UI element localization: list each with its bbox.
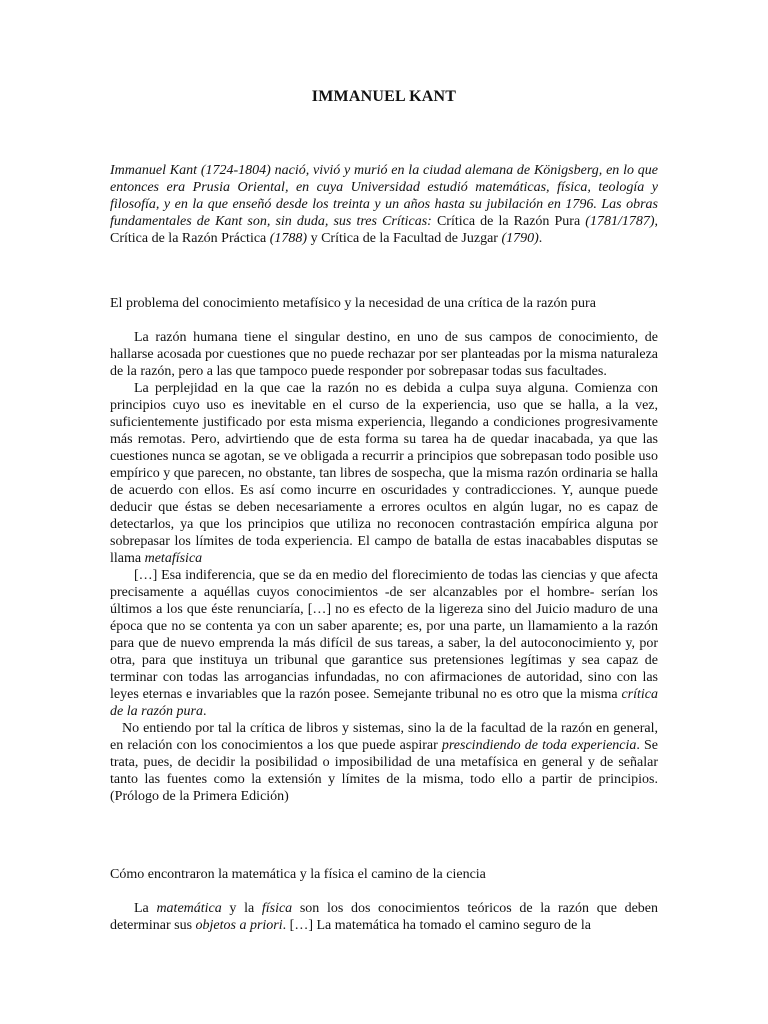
paragraph-text: y la <box>221 901 262 916</box>
emphasis: metafísica <box>144 551 203 566</box>
emphasis: prescindiendo de toda experiencia <box>441 738 637 753</box>
work-title: Crítica de la Razón Pura <box>431 214 586 229</box>
page-title: IMMANUEL KANT <box>311 88 457 105</box>
paragraph: La razón humana tiene el singular destino, en uno de sus campos de conocimiento, de hallarse acosada por cuestiones que no puede rechazar por ser planteadas por la misma naturaleza de la razón, pero a las que tampoco puede responder por sobrepasar todas sus facultades. <box>110 330 658 379</box>
work-year: (1781/1787) <box>585 214 655 229</box>
work-year: (1790) <box>501 231 539 246</box>
section-body <box>110 900 658 934</box>
paragraph-text: […] Esa indiferencia, que se da en medio del florecimiento de todas las ciencias y que afecta precisamente a aquéllas cuyos conocimientos -de ser alcanzables por el hombre- serían los últimos a los que éste renunciaría, […] no es efecto de la ligereza sino del Juicio maduro de una época que no se contenta ya con un saber aparente; es, por una parte, un llamamiento a la razón para que de nuevo emprenda la más difícil de sus tareas, a saber, la del autoconocimiento y, por otra, para que instituya un tribunal que garantice sus pretensiones legítimas y sea capaz de terminar con todas las arrogancias infundadas, no con afirmaciones de autoridad, sino con las leyes eternas e invariables que la razón posee. Semejante tribunal no es otro que la misma <box>110 568 658 702</box>
paragraph <box>110 567 658 720</box>
intro-paragraph <box>110 162 658 247</box>
paragraph-text: La perplejidad en la que cae la razón no es debida a culpa suya alguna. Comienza con principios cuyo uso es inevitable en el curso de la experiencia, uso que se halla, a la vez, suficientemente justificado por esta misma experiencia, llegando a condiciones progresivamente más remotas. Pero, advirtiendo que de esta forma su tarea ha de quedar inacabada, ya que las cuestiones nunca se agotan, se ve obligada a recurrir a principios que sobrepasan todo posible uso empírico y que parecen, no obstante, tan libres de sospecha, que la misma razón ordinaria se halla de acuerdo con ellos. Es así como incurre en oscuridades y contradicciones. Y, aunque puede deducir que éstas se deben necesariamente a errores ocultos en algún lugar, no es capaz de detectarlos, ya que los principios que utiliza no reconocen contrastación empírica alguna por sobrepasar los límites de toda experiencia. El campo de batalla de estas inacabables disputas se llama <box>110 381 658 566</box>
paragraph <box>110 720 658 805</box>
emphasis: crítica de la razón pura <box>110 687 658 719</box>
intro-end: . <box>538 231 543 246</box>
intro-italic-text: Immanuel Kant (1724-1804) nació, vivió y murió en la ciudad alemana de Königsberg, en lo que entonces era Prusia Oriental, en cuya Universidad estudió matemáticas, física, teología y filosofía, y en la que enseñó desde los treinta y un años hasta su jubilación en 1796. Las obras fundamentales de Kant son, sin duda, sus tres Críticas: <box>110 163 658 229</box>
section-heading: El problema del conocimiento metafísico y la necesidad de una crítica de la razón pura <box>110 296 596 311</box>
section-body <box>110 329 658 805</box>
paragraph-text: La <box>134 901 157 916</box>
work-title: , Crítica de la Razón Práctica <box>110 214 659 246</box>
paragraph-text: son los dos conocimientos teóricos de la razón que deben determinar sus <box>110 901 659 933</box>
work-year: (1788) <box>269 231 308 246</box>
emphasis: objetos a priori <box>195 918 283 933</box>
paragraph-end: . <box>202 704 207 719</box>
paragraph-text: No entiendo por tal la crítica de libros y sistemas, sino la de la facultad de la razón en general, en relación con los conocimientos a los que puede aspirar <box>110 721 658 753</box>
paragraph <box>110 380 658 567</box>
work-title: y Crítica de la Facultad de Juzgar <box>307 231 502 246</box>
paragraph-text: . […] La matemática ha tomado el camino seguro de la <box>282 918 591 933</box>
emphasis: física <box>261 901 293 916</box>
paragraph <box>110 900 658 934</box>
section-heading: Cómo encontraron la matemática y la física el camino de la ciencia <box>110 867 486 882</box>
emphasis: matemática <box>156 901 222 916</box>
paragraph-text: . Se trata, pues, de decidir la posibilidad o imposibilidad de una metafísica en general y de señalar tanto las fuentes como la extensión y límites de la misma, todo ello a partir de principios. (Prólogo de la Primera Edición) <box>110 738 659 804</box>
